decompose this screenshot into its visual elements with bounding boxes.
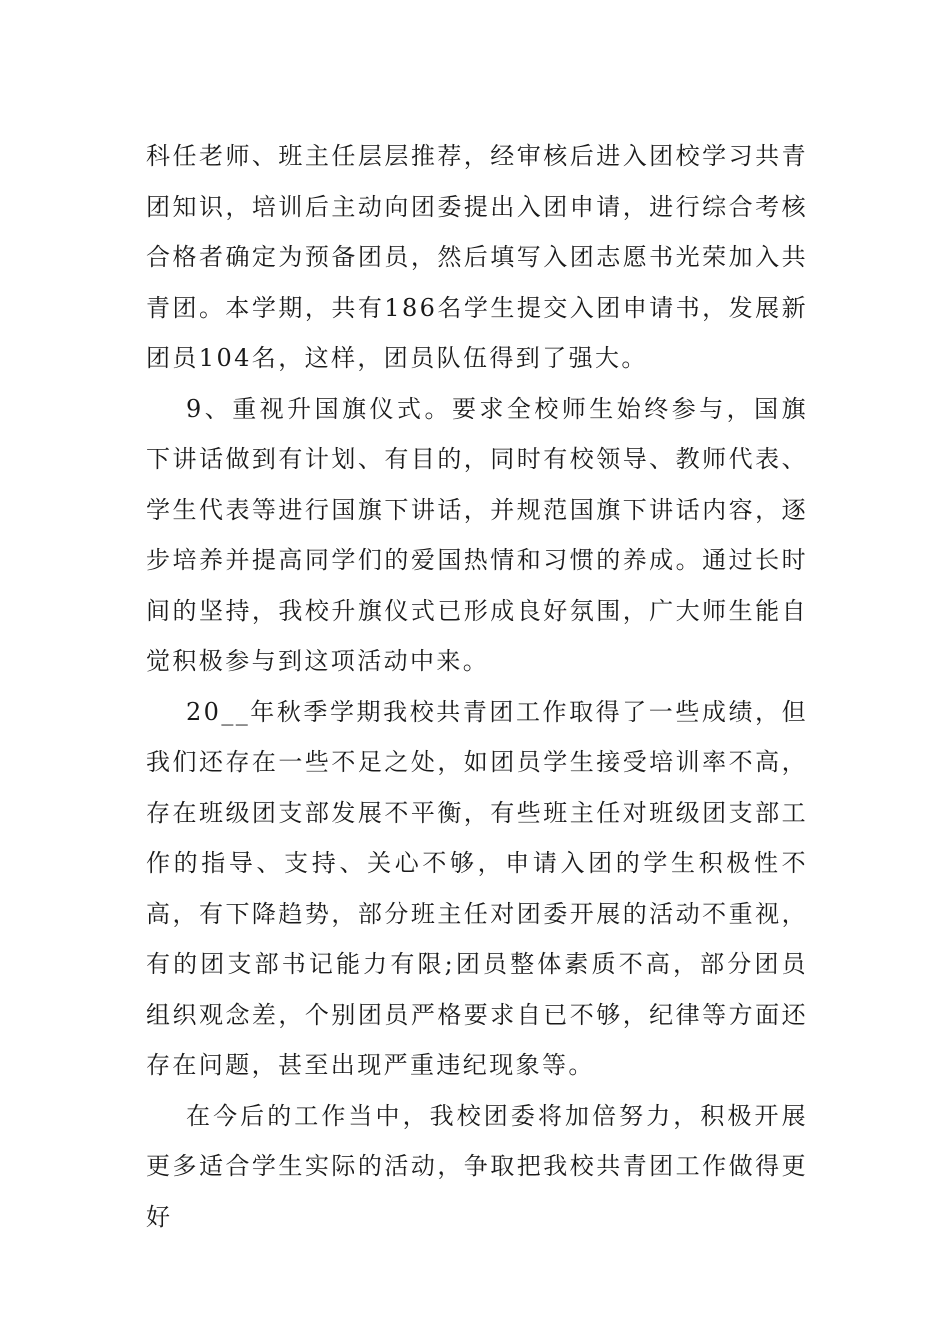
paragraph-continuation: 科任老师、班主任层层推荐，经审核后进入团校学习共青团知识，培训后主动向团委提出入团申请，进行综合考核合格者确定为预备团员，然后填写入团志愿书光荣加入共青团。本学期，共有186名学生提交入团申请书，发展新团员104名，这样，团员队伍得到了强大。: [146, 142, 808, 372]
paragraph-flag-ceremony: 9、重视升国旗仪式。要求全校师生始终参与，国旗下讲话做到有计划、有目的，同时有校领导、教师代表、学生代表等进行国旗下讲话，并规范国旗下讲话内容，逐步培养并提高同学们的爱国热情和习惯的养成。通过长时间的坚持，我校升旗仪式已形成良好氛围，广大师生能自觉积极参与到这项活动中来。: [146, 394, 808, 675]
paragraph-shortcomings: 20__年秋季学期我校共青团工作取得了一些成绩，但我们还存在一些不足之处，如团员学生接受培训率不高，存在班级团支部发展不平衡，有些班主任对班级团支部工作的指导、支持、关心不够，申请入团的学生积极性不高，有下降趋势，部分班主任对团委开展的活动不重视，有的团支部书记能力有限;团员整体素质不高，部分团员组织观念差，个别团员严格要求自已不够，纪律等方面还存在问题，甚至出现严重违纪现象等。: [146, 697, 808, 1079]
document-body: [146, 131, 808, 1242]
paragraph-future-work: 在今后的工作当中，我校团委将加倍努力，积极开展更多适合学生实际的活动，争取把我校共青团工作做得更好: [146, 1101, 808, 1231]
